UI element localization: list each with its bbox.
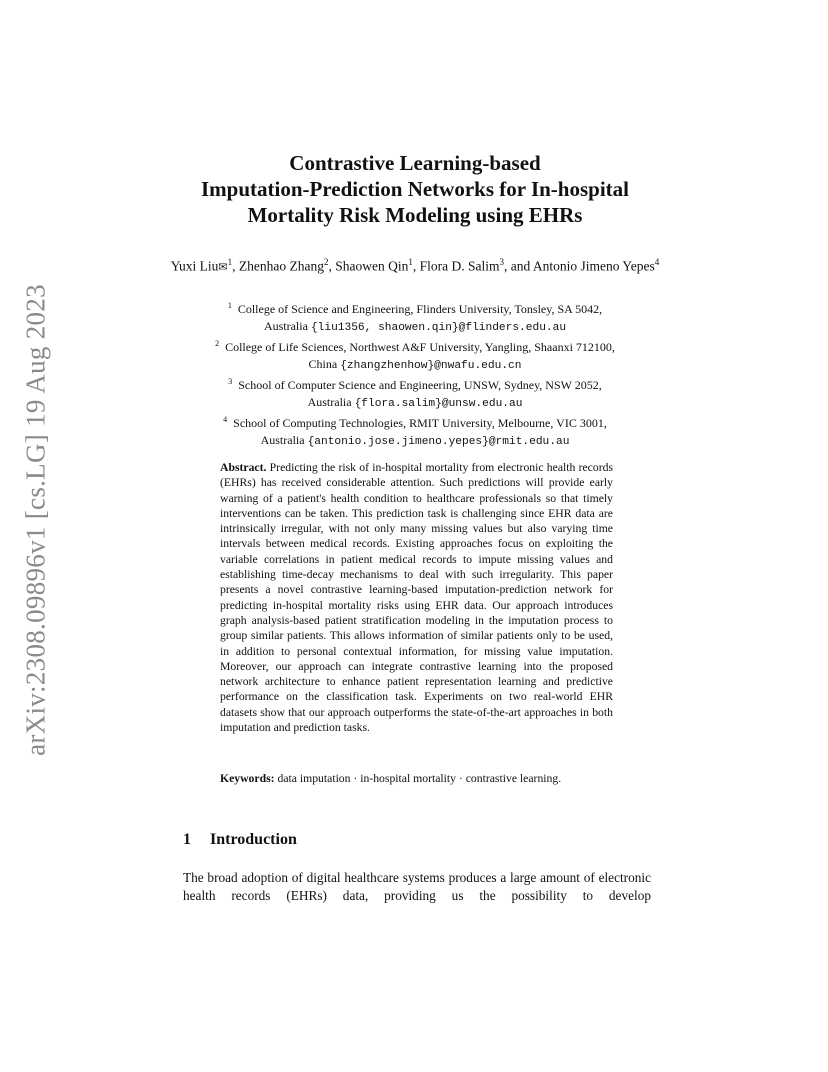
paper-title (150, 150, 680, 228)
keywords-label: Keywords: (220, 772, 275, 785)
email-link[interactable]: {zhangzhenhow}@nwafu.edu.cn (340, 359, 522, 372)
section-title: Introduction (210, 831, 297, 848)
author-affil-mark: 3 (499, 257, 504, 267)
section-number: 1 (183, 831, 191, 848)
email-link[interactable]: {liu1356, shaowen.qin}@flinders.edu.au (310, 321, 567, 334)
email-link[interactable]: {flora.salim}@unsw.edu.au (354, 397, 523, 410)
intro-paragraph: The broad adoption of digital healthcare systems produces a large amount of electronic health records (EHRs) data, providing us the possibility to develop (183, 870, 651, 903)
section-heading (183, 831, 297, 849)
author-affil-mark: 1 (227, 257, 233, 267)
author-name: Shaowen Qin (335, 258, 409, 274)
keywords (220, 771, 613, 786)
author-affil-mark: 4 (654, 257, 660, 267)
author-name: Yuxi Liu (170, 258, 219, 274)
affiliation: $^4$ School of Computing Technologies, RMIT University, Melbourne, VIC 3001, Australia {antonio.jose.jimeno.yepes}@rmit.edu.au (223, 415, 607, 448)
author-name: Antonio Jimeno Yepes (532, 258, 655, 274)
affiliation: $^1$ College of Science and Engineering, Flinders University, Tonsley, SA 5042, Australia {liu1356, shaowen.qin}@flinders.edu.au (227, 301, 603, 334)
affiliation: $^2$ College of Life Sciences, Northwest A&F University, Yangling, Shaanxi 712100, China {zhangzhenhow}@nwafu.edu.cn (215, 339, 615, 372)
affiliation-list (150, 298, 680, 450)
email-link[interactable]: {antonio.jose.jimeno.yepes}@rmit.edu.au (307, 435, 570, 448)
envelope-icon: ✉ (218, 260, 228, 274)
abstract (220, 460, 613, 735)
title-line: Contrastive Learning-based (289, 151, 541, 175)
author-name: Zhenhao Zhang (238, 258, 324, 274)
abstract-text: Predicting the risk of in-hospital mortality from electronic health records (EHRs) has received considerable attention. Such predictions will provide early warning of a patient's health condition to healthcare professionals so that timely interventions can be taken. This prediction task is challenging since EHR data are intrinsically irregular, with not only many missing values but also varying time intervals between medical records. Existing approaches focus on exploiting the variable correlations in patient medical records to impute missing values and establishing time-decay mechanisms to deal with such irregularity. This paper presents a novel contrastive learning-based imputation-prediction network for predicting in-hospital mortality risks using EHR data. Our approach introduces graph analysis-based patient stratification modeling in the imputation process to group similar patients. This allows information of similar patients only to be used, in addition to personal contextual information, for missing value imputation. Moreover, our approach can integrate contrastive learning into the proposed network architecture to enhance patient representation learning and predictive performance on the classification task. Experiments on two real-world EHR datasets show that our approach outperforms the state-of-the-art approaches in both imputation and prediction tasks. (220, 461, 614, 735)
abstract-label: Abstract. (220, 461, 267, 474)
author-affil-mark: 2 (323, 257, 329, 267)
arxiv-identifier: arXiv:2308.09896v1 [cs.LG] 19 Aug 2023 (20, 284, 51, 756)
keywords-text: data imputation · in-hospital mortality · contrastive learning. (277, 772, 562, 785)
author-name: Flora D. Salim (419, 258, 500, 274)
title-line: Mortality Risk Modeling using EHRs (247, 203, 583, 227)
title-line: Imputation-Prediction Networks for In-hospital (201, 177, 629, 201)
author-affil-mark: 1 (408, 257, 413, 267)
author-list: Yuxi Liu✉$^1$, Zhenhao Zhang$^2$, Shaowen Qin$^1$, Flora D. Salim$^3$, and Antonio Jimeno Yepes$^4$ (170, 257, 660, 274)
affiliation: $^3$ School of Computer Science and Engineering, UNSW, Sydney, NSW 2052, Australia {flora.salim}@unsw.edu.au (228, 377, 602, 410)
